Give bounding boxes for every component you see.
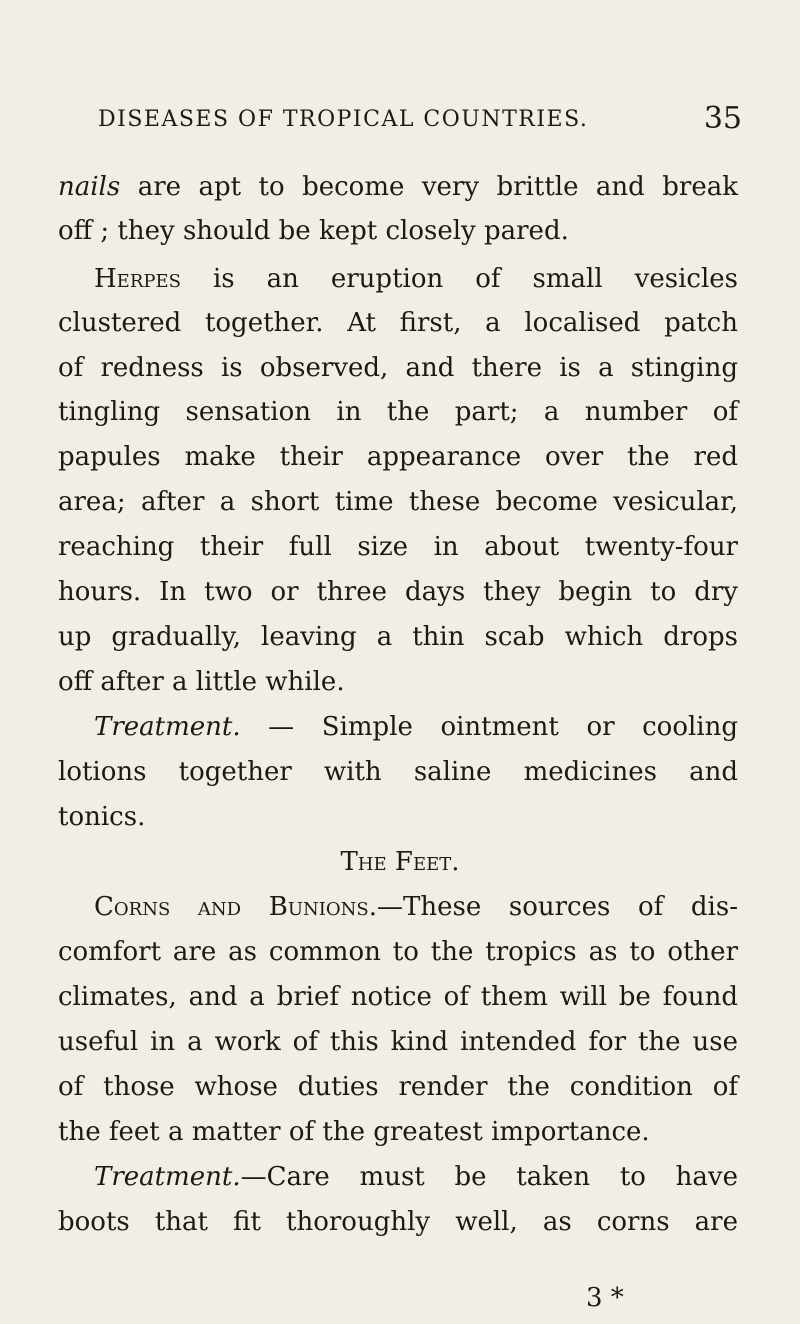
paragraph-start-treatment-2: Treatment.—Care must be taken to have — [94, 1162, 738, 1192]
term-treatment: Treatment. — [94, 1162, 241, 1192]
term-treatment: Treatment. — [94, 712, 241, 742]
text-line: reaching their full size in about twenty-four — [58, 532, 738, 562]
paragraph-start-treatment: Treatment. — Simple ointment or cooling — [94, 712, 738, 742]
text-line: area; after a short time these become vesicular, — [58, 487, 738, 517]
text-line: tingling sensation in the part; a number of — [58, 397, 738, 427]
signature-mark: 3 * — [586, 1283, 624, 1313]
text-line: boots that fit thoroughly well, as corns are — [58, 1207, 738, 1237]
text-line: papules make their appearance over the red — [58, 442, 738, 472]
text-line: the feet a matter of the greatest importance. — [58, 1117, 650, 1147]
paragraph-start-corns: Corns and Bunions.—These sources of dis- — [94, 892, 738, 922]
page-number: 35 — [703, 101, 742, 136]
text-line: up gradually, leaving a thin scab which drops — [58, 622, 738, 652]
text-line: comfort are as common to the tropics as to other — [58, 937, 738, 967]
text-line: clustered together. At first, a localised patch — [58, 308, 738, 338]
running-title: DISEASES OF TROPICAL COUNTRIES. — [98, 107, 589, 132]
text-line: off ; they should be kept closely pared. — [58, 216, 569, 246]
text-line: of redness is observed, and there is a stinging — [58, 353, 738, 383]
text-line: hours. In two or three days they begin to dry — [58, 577, 738, 607]
text-line: useful in a work of this kind intended for the use — [58, 1027, 738, 1057]
text-line: nails are apt to become very brittle and break — [58, 172, 738, 202]
text-line: of those whose duties render the condition of — [58, 1072, 738, 1102]
term-herpes: Herpes — [94, 264, 181, 294]
term-corns-and-bunions: Corns and Bunions. — [94, 892, 378, 922]
page-header — [0, 101, 800, 147]
text-line: tonics. — [58, 802, 146, 832]
text-line: lotions together with saline medicines and — [58, 757, 738, 787]
section-heading: The Feet. — [340, 847, 460, 877]
paragraph-start-herpes: Herpes is an eruption of small vesicles — [94, 264, 738, 294]
text-line: off after a little while. — [58, 667, 345, 697]
text-line: climates, and a brief notice of them will be found — [58, 982, 738, 1012]
